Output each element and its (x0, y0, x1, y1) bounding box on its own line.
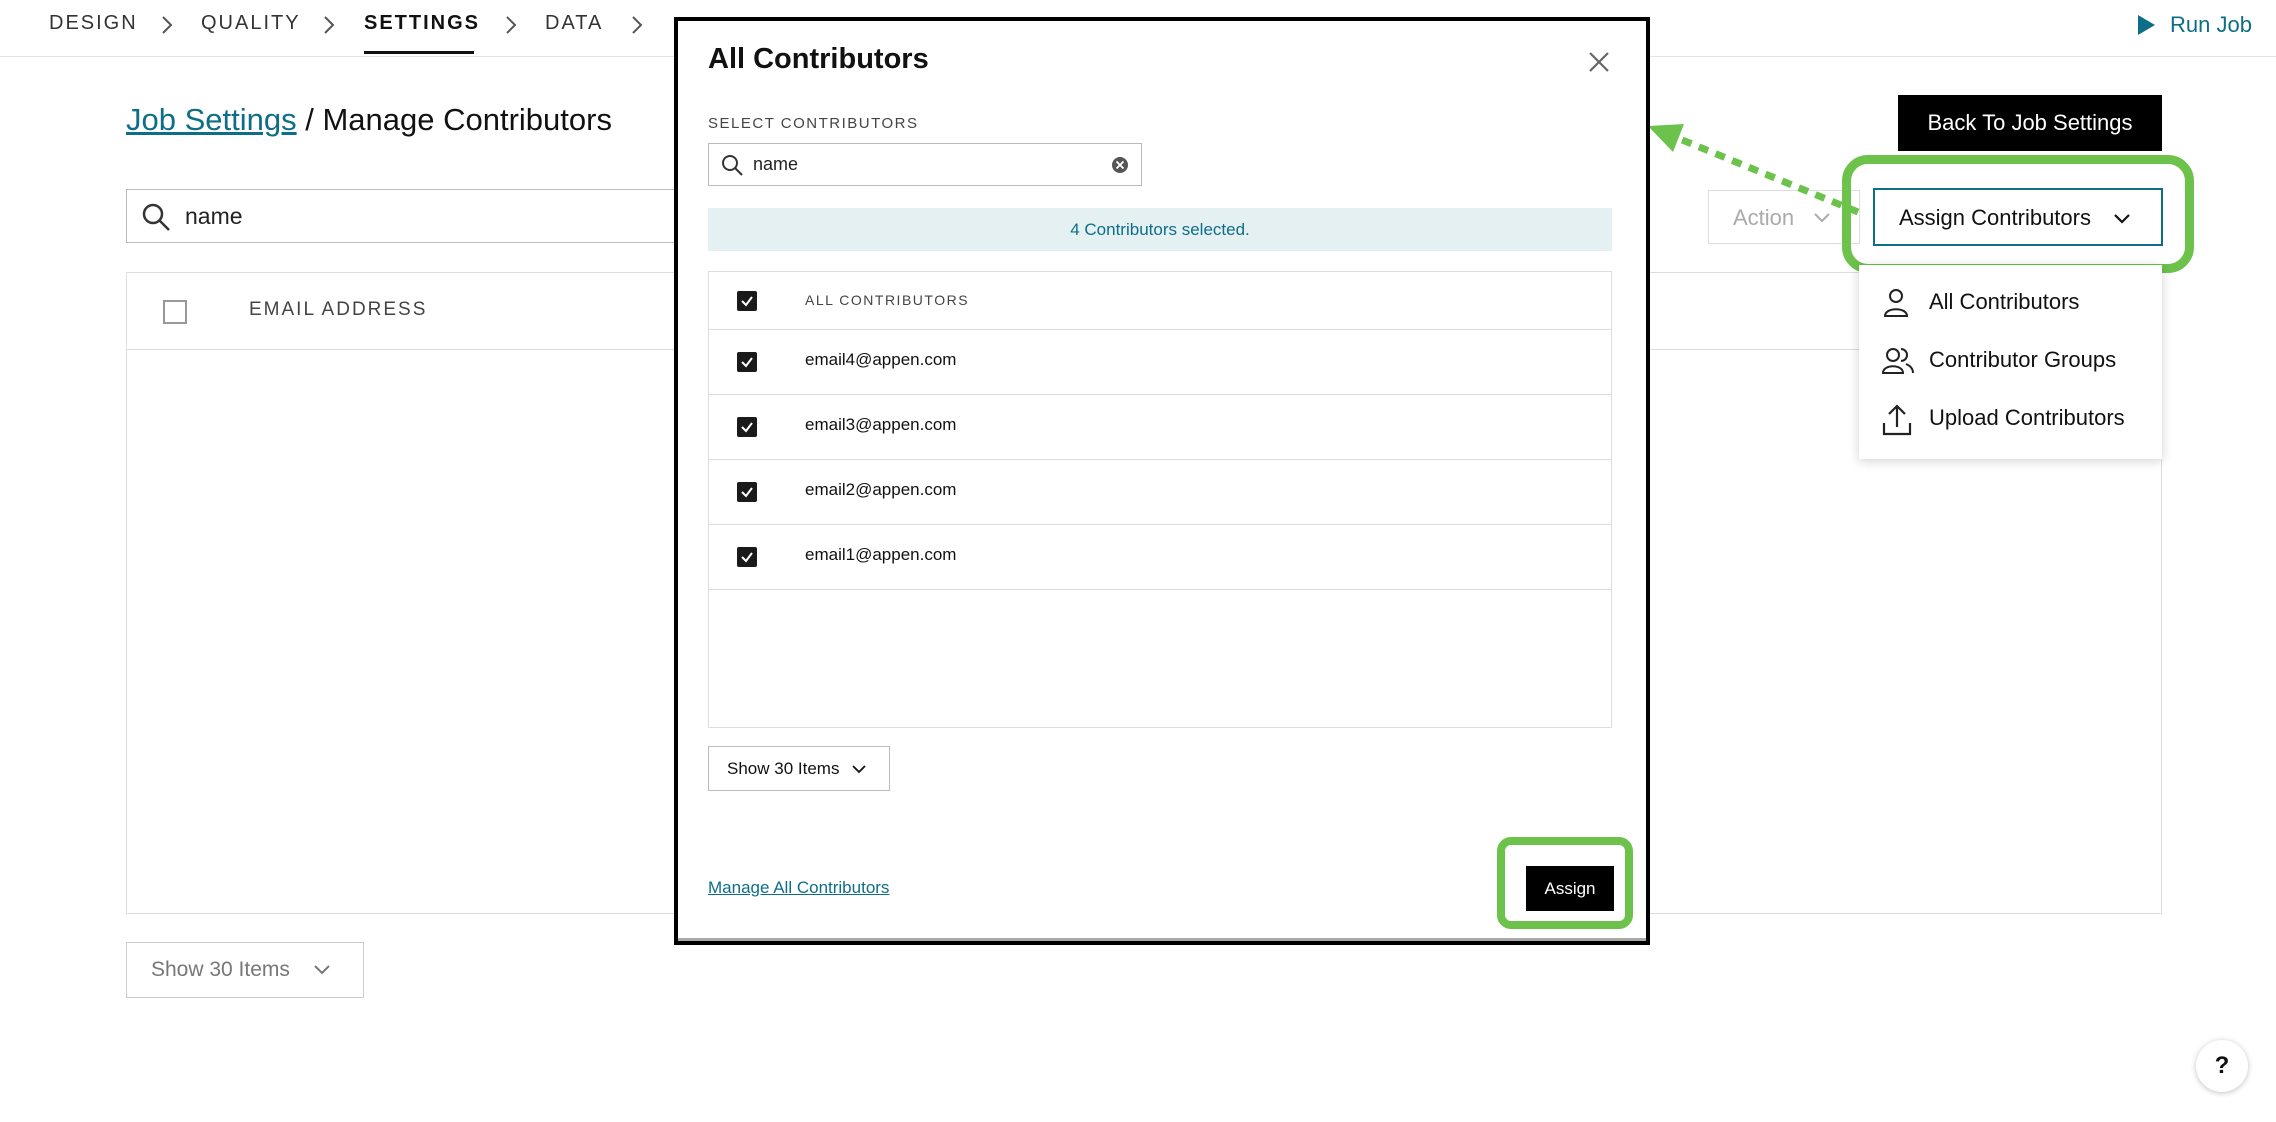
select-all-contributors-checkbox[interactable] (737, 291, 757, 311)
row-checkbox[interactable] (737, 417, 757, 437)
list-item[interactable] (709, 524, 1611, 590)
row-checkbox[interactable] (737, 547, 757, 567)
selection-banner: 4 Contributors selected. (708, 208, 1612, 251)
page-size-select[interactable] (126, 942, 364, 998)
list-item[interactable] (709, 459, 1611, 525)
column-header-email: EMAIL ADDRESS (249, 299, 428, 320)
group-icon (1881, 345, 1915, 377)
upload-icon (1881, 403, 1913, 437)
modal-search-value: name (753, 154, 799, 174)
search-input-value: name (185, 203, 243, 229)
menu-item-label: Contributor Groups (1929, 347, 2117, 372)
select-contributors-label: SELECT CONTRIBUTORS (708, 115, 919, 132)
check-icon (739, 419, 755, 435)
chevron-right-icon (626, 14, 648, 36)
modal-page-size-label: Show 30 Items (727, 759, 840, 778)
highlight-ring (1497, 837, 1633, 929)
modal-divider (678, 938, 1646, 941)
chevron-down-icon (313, 963, 331, 977)
menu-item-label: Upload Contributors (1929, 405, 2125, 430)
contributors-list (708, 271, 1612, 728)
search-icon (141, 202, 171, 232)
annotation-arrow (1640, 120, 1870, 230)
select-all-checkbox[interactable] (163, 300, 187, 324)
highlight-ring (1842, 155, 2194, 273)
check-icon (739, 484, 755, 500)
breadcrumb (126, 102, 612, 138)
list-item[interactable] (709, 394, 1611, 460)
assign-contributors-label: Assign Contributors (1899, 205, 2091, 230)
chevron-right-icon (500, 14, 522, 36)
row-checkbox[interactable] (737, 352, 757, 372)
run-job-label: Run Job (2170, 12, 2252, 37)
breadcrumb-separator: / (296, 102, 323, 137)
check-icon (739, 293, 755, 309)
modal-title: All Contributors (708, 43, 929, 75)
menu-item-label: All Contributors (1929, 289, 2080, 314)
play-icon (2136, 14, 2156, 36)
step-data[interactable]: DATA (545, 12, 604, 34)
contributor-email: email4@appen.com (805, 350, 957, 369)
chevron-down-icon (851, 763, 867, 775)
menu-item-all-contributors[interactable] (1859, 275, 2162, 331)
modal-page-size-select[interactable] (708, 746, 890, 791)
manage-all-contributors-link[interactable]: Manage All Contributors (708, 878, 890, 897)
menu-item-upload-contributors[interactable] (1859, 391, 2162, 447)
contributor-email: email3@appen.com (805, 415, 957, 434)
page-size-label: Show 30 Items (151, 958, 290, 981)
row-checkbox[interactable] (737, 482, 757, 502)
contributor-email: email1@appen.com (805, 545, 957, 564)
step-design[interactable]: DESIGN (49, 12, 138, 34)
back-to-job-settings-button[interactable]: Back To Job Settings (1898, 95, 2162, 151)
chevron-right-icon (156, 14, 178, 36)
step-quality[interactable]: QUALITY (201, 12, 301, 34)
breadcrumb-job-settings-link[interactable]: Job Settings (126, 102, 297, 137)
check-icon (739, 549, 755, 565)
close-icon[interactable] (1588, 51, 1610, 73)
list-item[interactable] (709, 329, 1611, 395)
search-icon (721, 154, 743, 176)
page-title: Manage Contributors (322, 102, 612, 137)
contributor-email: email2@appen.com (805, 480, 957, 499)
action-label: Action (1733, 205, 1795, 230)
all-contributors-modal (674, 17, 1650, 945)
active-step-indicator (364, 51, 474, 54)
all-contributors-header-label: ALL CONTRIBUTORS (805, 292, 970, 308)
person-icon (1881, 287, 1911, 319)
search-input[interactable] (126, 189, 686, 243)
chevron-right-icon (318, 14, 340, 36)
assign-button[interactable]: Assign (1526, 866, 1614, 911)
modal-search-input[interactable] (708, 143, 1142, 186)
run-job-button[interactable] (2136, 12, 2252, 38)
help-button[interactable]: ? (2196, 1040, 2248, 1092)
assign-contributors-menu (1859, 265, 2162, 459)
clear-search-icon[interactable] (1111, 156, 1129, 174)
check-icon (739, 354, 755, 370)
menu-item-contributor-groups[interactable] (1859, 333, 2162, 389)
step-settings[interactable]: SETTINGS (364, 12, 481, 34)
list-header (709, 272, 1611, 330)
